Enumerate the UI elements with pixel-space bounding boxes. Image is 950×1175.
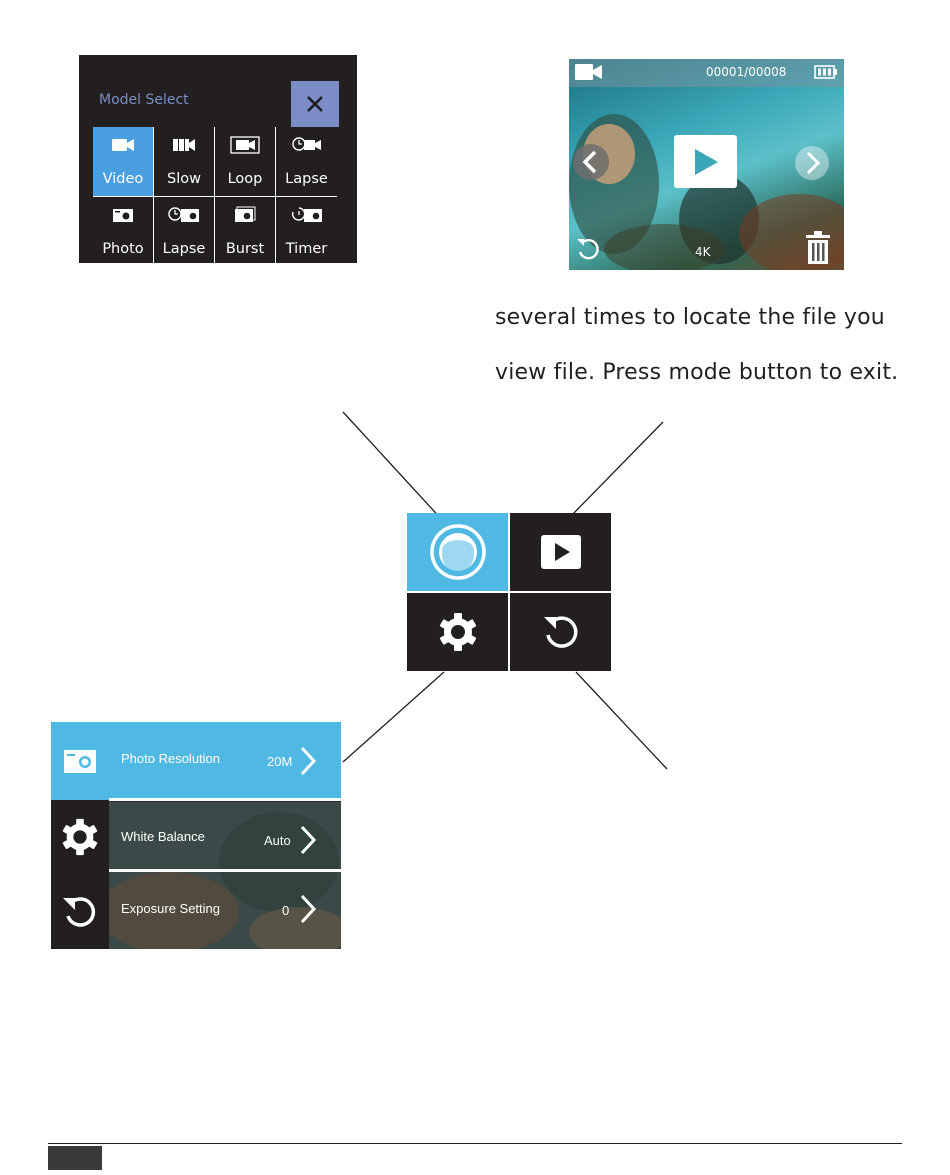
photo-icon <box>63 748 97 774</box>
model-select-title: Model Select <box>99 92 189 108</box>
mode-label: Video <box>102 171 144 187</box>
return-icon <box>60 892 100 932</box>
setting-label: Photo Resolution <box>121 751 221 766</box>
mode-label: Lapse <box>285 171 328 187</box>
chevron-right-icon <box>299 825 317 855</box>
playback-tile[interactable] <box>510 513 611 591</box>
playback-icon <box>540 534 582 570</box>
mode-label: Timer <box>285 241 328 257</box>
instruction-line-1: several times to locate the file you <box>495 305 885 330</box>
mode-label: Lapse <box>162 241 206 257</box>
settings-screen <box>51 722 341 949</box>
settings-tile[interactable] <box>407 593 508 671</box>
mode-label: Burst <box>225 241 265 257</box>
settings-gear-icon <box>60 817 100 857</box>
return-tile[interactable] <box>510 593 611 671</box>
return-icon <box>540 611 582 653</box>
page-tab <box>48 1146 102 1170</box>
return-tab[interactable] <box>51 874 109 949</box>
setting-value: 20M <box>267 754 293 769</box>
chevron-right-icon <box>299 746 317 776</box>
callout-line <box>576 672 667 769</box>
general-settings-tab[interactable] <box>51 800 109 874</box>
mode-label: Slow <box>167 171 201 187</box>
file-counter: 00001/00008 <box>706 65 787 79</box>
setting-label: White Balance <box>121 829 205 844</box>
capture-mode-tile[interactable] <box>407 513 508 591</box>
setting-row-white-balance[interactable] <box>109 801 341 869</box>
settings-gear-icon <box>437 611 479 653</box>
setting-row-photo-resolution[interactable] <box>109 722 341 800</box>
setting-value: 0 <box>282 903 290 918</box>
footer-rule <box>48 1143 902 1144</box>
callout-line <box>343 672 444 762</box>
capture-mode-icon <box>429 523 487 581</box>
photo-settings-tab[interactable] <box>51 722 109 800</box>
setting-row-exposure[interactable] <box>109 872 341 949</box>
mode-label: Loop <box>227 171 263 187</box>
setting-label: Exposure Setting <box>121 901 221 916</box>
setting-value: Auto <box>264 833 291 848</box>
mode-label: Photo <box>102 241 144 257</box>
callout-line <box>570 422 663 517</box>
chevron-right-icon <box>299 894 317 924</box>
callout-line <box>343 412 444 522</box>
instruction-line-2: view file. Press mode button to exit. <box>495 360 899 385</box>
resolution-label: 4K <box>695 245 711 259</box>
